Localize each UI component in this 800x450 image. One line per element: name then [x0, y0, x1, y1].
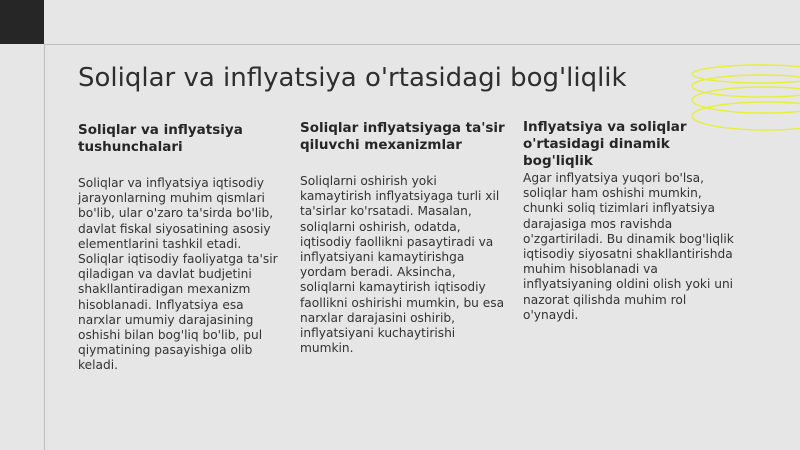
column-mechanisms	[300, 120, 505, 356]
column-concepts	[78, 122, 283, 374]
column-body: Soliqlar va inflyatsiya iqtisodiy jarayonlarning muhim qismlari bo'lib, ular o'zaro ta'sirda bo'lib, davlat fiskal siyosatining asosiy elementlarini tashkil etadi. Soliqlar iqtisodiy faoliyatga ta'sir qiladigan va davlat budjetini shakllantiradigan mexanizm hisoblanadi. Inflyatsiya esa narxlar umumiy darajasining oshishi bilan bog'liq bo'lib, pul qiymatining pasayishiga olib keladi.	[78, 176, 278, 373]
corner-block	[0, 0, 44, 44]
top-divider	[44, 44, 800, 45]
column-body: Soliqlarni oshirish yoki kamaytirish inflyatsiyaga turli xil ta'sirlar ko'rsatadi. Masalan, soliqlarni oshirish, odatda, iqtisodiy faollikni pasaytiradi va inflyatsiyani kamaytirishga yordam beradi. Aksincha, soliqlarni kamaytirish iqtisodiy faollikni oshirishi mumkin, bu esa narxlar darajasini oshirib, inflyatsiyani kuchaytirishi mumkin.	[300, 174, 505, 356]
column-dynamics	[523, 119, 738, 323]
slide-title: Soliqlar va inflyatsiya o'rtasidagi bog'liqlik	[78, 63, 627, 93]
column-heading: Soliqlar inflyatsiyaga ta'sir qiluvchi mexanizmlar	[300, 120, 505, 153]
column-heading: Inflyatsiya va soliqlar o'rtasidagi dinamik bog'liqlik	[523, 119, 687, 169]
column-heading: Soliqlar va inflyatsiya tushunchalari	[78, 122, 243, 155]
left-divider	[44, 45, 45, 450]
column-body: Agar inflyatsiya yuqori bo'lsa, soliqlar ham oshishi mumkin, chunki soliq tizimlari inflyatsiya darajasiga mos ravishda o'zgartiriladi. Bu dinamik bog'liqlik iqtisodiy siyosatni shakllantirishda muhim hisoblanadi va inflyatsiyaning oldini olish yoki uni nazorat qilishda muhim rol o'ynaydi.	[523, 171, 734, 322]
